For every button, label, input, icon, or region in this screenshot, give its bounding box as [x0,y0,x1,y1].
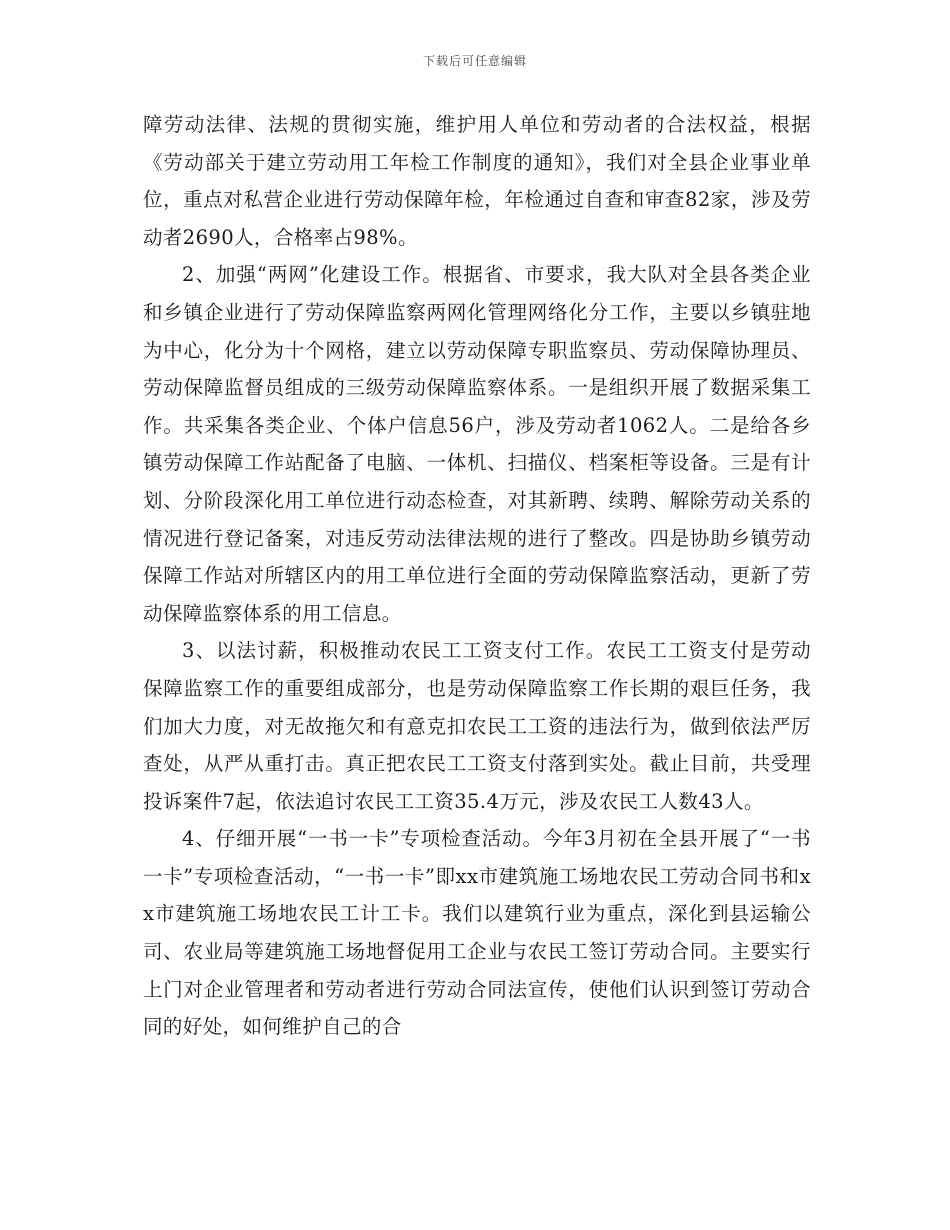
paragraph-wage-payment: 3、以法讨薪，积极推动农民工工资支付工作。农民工工资支付是劳动保障监察工作的重要组成部分，也是劳动保障监察工作长期的艰巨任务，我们加大力度，对无故拖欠和有意克扣农民工工资的违法行为，做到依法严厉查处，从严从重打击。真正把农民工工资支付落到实处。截止目前，共受理投诉案件7起，依法追讨农民工工资35.4万元，涉及农民工人数43人。 [143,639,811,813]
paragraph-two-networks: 2、加强“两网”化建设工作。根据省、市要求，我大队对全县各类企业和乡镇企业进行了劳动保障监察两网化管理网络化分工作，主要以乡镇驻地为中心，化分为十个网格，建立以劳动保障专职监察员、劳动保障协理员、劳动保障监督员组成的三级劳动保障监察体系。一是组织开展了数据采集工作。共采集各类企业、个体户信息56户，涉及劳动者1062人。二是给各乡镇劳动保障工作站配备了电脑、一体机、扫描仪、档案柜等设备。三是有计划、分阶段深化用工单位进行动态检查，对其新聘、续聘、解除劳动关系的情况进行登记备案，对违反劳动法律法规的进行了整改。四是协助乡镇劳动保障工作站对所辖区内的用工单位进行全面的劳动保障监察活动，更新了劳动保障监察体系的用工信息。 [143,263,811,625]
document-body [143,106,811,1046]
page-header-note: 下载后可任意编辑 [422,54,527,68]
paragraph-continuation: 障劳动法律、法规的贯彻实施，维护用人单位和劳动者的合法权益，根据《劳动部关于建立劳动用工年检工作制度的通知》，我们对全县企业事业单位，重点对私营企业进行劳动保障年检，年检通过自查和审查82家，涉及劳动者2690人，合格率占98%。 [143,113,811,249]
paragraph-one-book-one-card: 4、仔细开展“一书一卡”专项检查活动。今年3月初在全县开展了“一书一卡”专项检查活动，“一书一卡”即xx市建筑施工场地农民工劳动合同书和xx市建筑施工场地农民工计工卡。我们以建筑行业为重点，深化到县运输公司、农业局等建筑施工场地督促用工企业与农民工签订劳动合同。主要实行上门对企业管理者和劳动者进行劳动合同法宣传，使他们认识到签订劳动合同的好处，如何维护自己的合 [143,827,811,1039]
